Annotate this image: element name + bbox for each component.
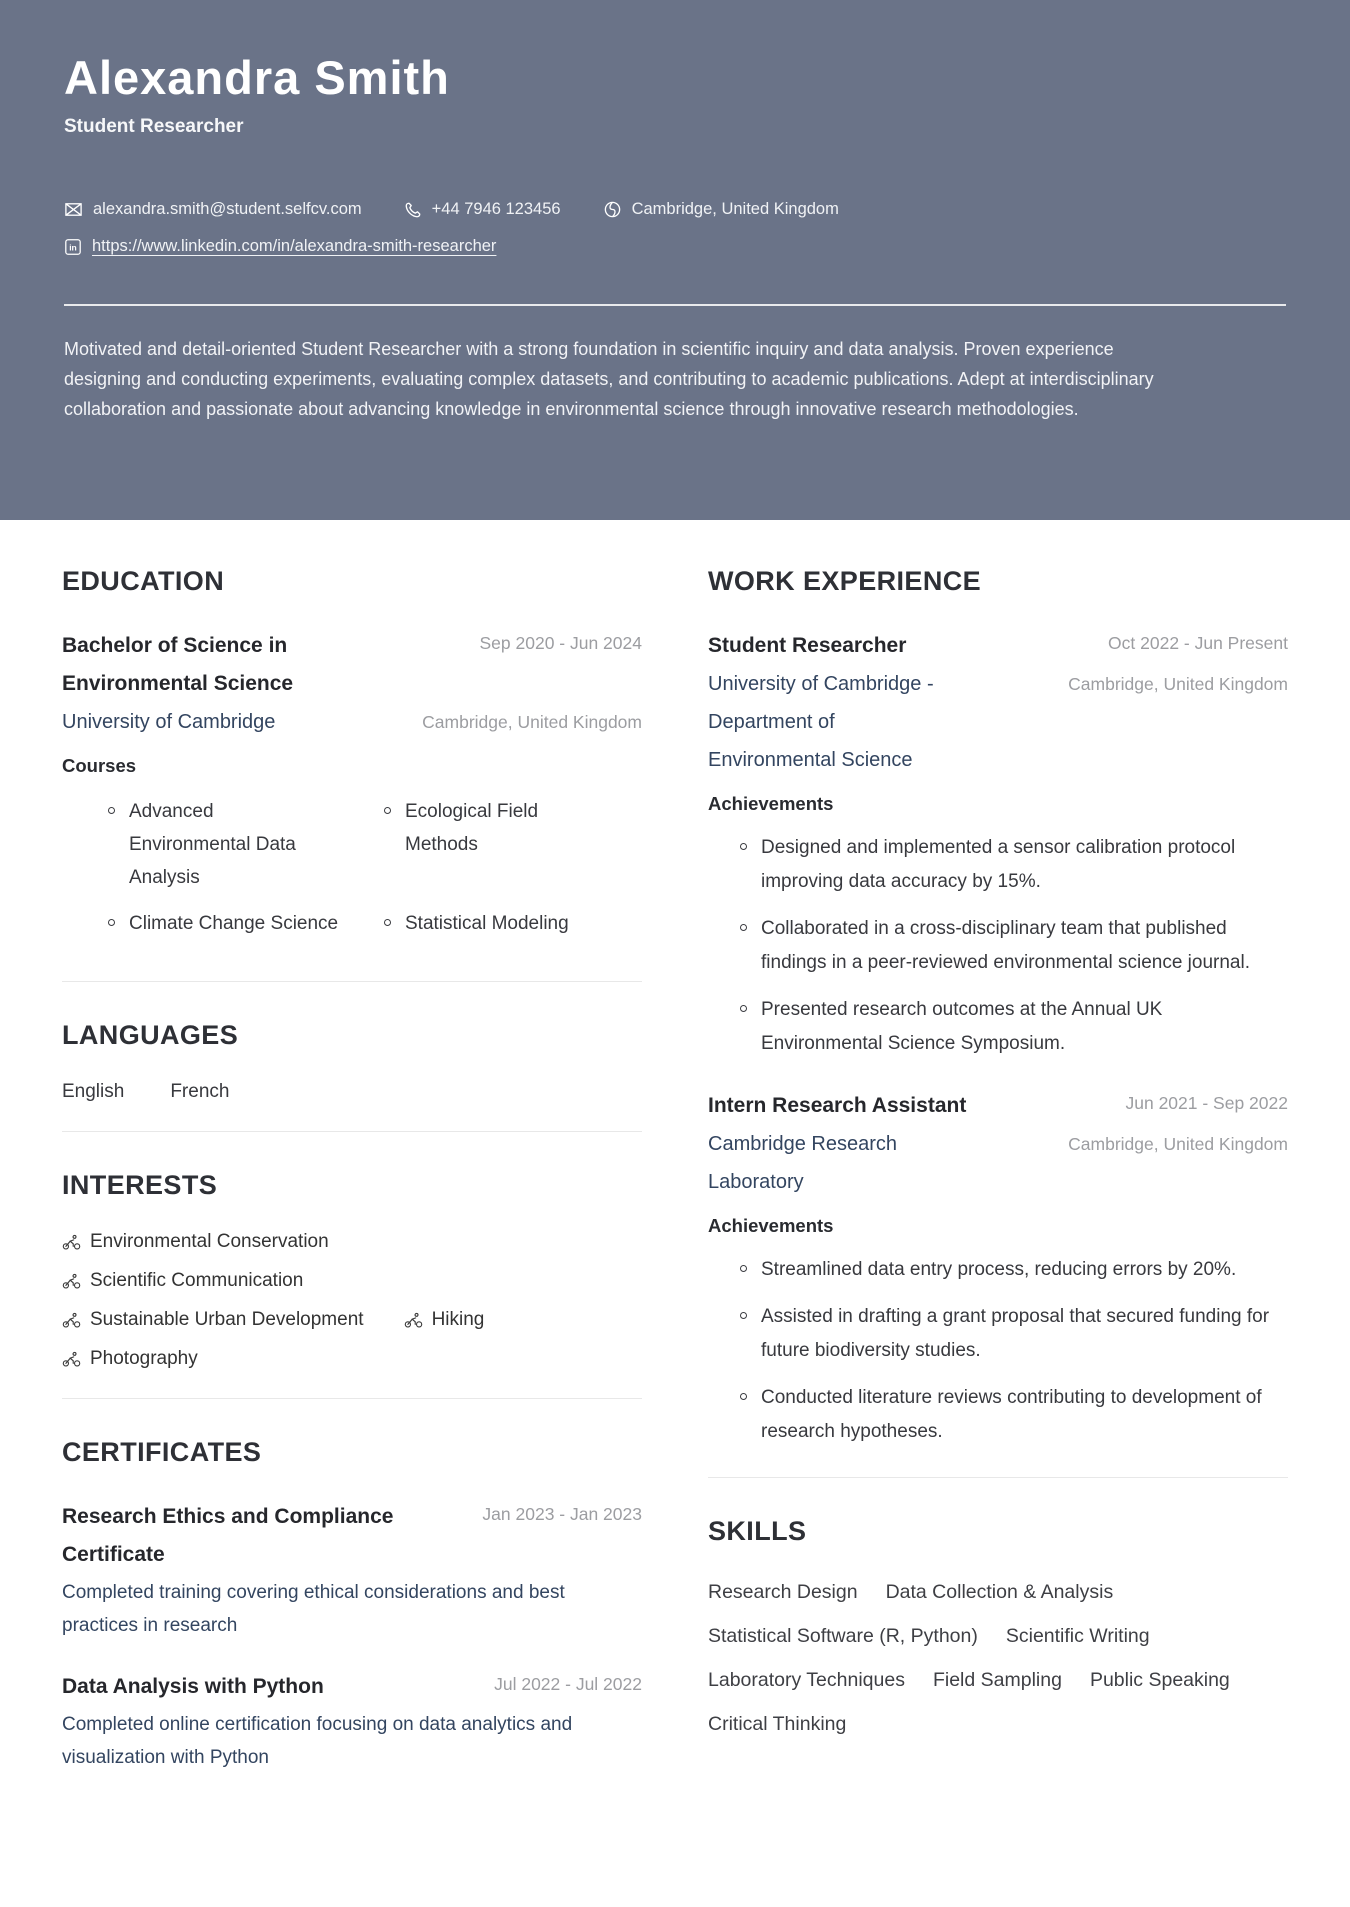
contact-location [603, 200, 839, 219]
person-job-title: Student Researcher [64, 116, 244, 138]
bullet-ring-icon [108, 919, 115, 926]
certificate-title: Research Ethics and Compliance Certificate [62, 1505, 394, 1567]
hobby-cyclist-icon [404, 1312, 423, 1329]
section-divider [62, 1398, 642, 1399]
certificate-description: Completed online certification focusing on data analytics and visualization with Python [62, 1714, 573, 1769]
interest-item [62, 1348, 198, 1370]
achievement-item [740, 831, 1288, 899]
skills-list [708, 1577, 1268, 1740]
achievement-item [740, 1253, 1288, 1287]
achievements-label: Achievements [708, 793, 834, 815]
job-title: Student Researcher [708, 634, 907, 658]
certificate-item [62, 1498, 642, 1642]
contact-row [64, 200, 1286, 219]
achievement-text: Designed and implemented a sensor calibration protocol improving data accuracy by 15%. [761, 837, 1236, 893]
course-item [108, 907, 366, 940]
person-name: Alexandra Smith [64, 51, 450, 104]
job-dates: Oct 2022 - Jun Present [1108, 633, 1288, 654]
achievements-list [708, 1253, 1288, 1449]
section-divider [708, 1477, 1288, 1478]
interest-text: Scientific Communication [90, 1270, 304, 1292]
left-column [62, 564, 642, 1800]
bullet-ring-icon [740, 1005, 747, 1012]
contact-linkedin [64, 237, 496, 256]
location-globe-icon [603, 200, 622, 219]
achievement-text: Collaborated in a cross-disciplinary team that published findings in a peer-reviewed environmental science journal. [761, 918, 1250, 974]
achievements-label: Achievements [708, 1215, 834, 1237]
achievement-item [740, 1381, 1288, 1449]
phone-icon [404, 201, 422, 219]
certificates-list [62, 1498, 642, 1774]
job-entry [708, 1087, 1288, 1449]
skill-item: Public Speaking [1089, 1669, 1230, 1692]
course-item [384, 795, 642, 894]
language-item: English [62, 1081, 125, 1103]
skills-heading: SKILLS [708, 1516, 807, 1547]
summary-text: Motivated and detail-oriented Student Researcher with a strong foundation in scientific inquiry and data analysis. Proven experience designing and conducting experiments, evaluating complex datasets, and contributing to academic publications. Adept at interdisciplinary collaboration and passionate about advancing knowledge in environmental science through innovative research methodologies. [64, 339, 1154, 420]
bullet-ring-icon [384, 919, 391, 926]
interests-heading: INTERESTS [62, 1170, 218, 1201]
skill-item: Laboratory Techniques [708, 1669, 905, 1692]
job-dates: Jun 2021 - Sep 2022 [1125, 1093, 1288, 1114]
bullet-ring-icon [740, 1265, 747, 1272]
contact-row-linkedin [64, 237, 1286, 256]
course-item [108, 795, 366, 894]
interests-list [62, 1231, 550, 1370]
course-text: Statistical Modeling [405, 913, 569, 935]
hobby-cyclist-icon [62, 1351, 81, 1368]
achievements-list [708, 831, 1288, 1061]
bullet-ring-icon [740, 843, 747, 850]
skill-item: Critical Thinking [708, 1713, 847, 1736]
degree-title: Bachelor of Science in Environmental Science [62, 634, 294, 696]
languages-heading: LANGUAGES [62, 1020, 239, 1051]
job-entry [708, 627, 1288, 1061]
certificate-header [62, 1498, 642, 1574]
right-column [708, 564, 1288, 1800]
certificate-item [62, 1668, 642, 1774]
course-text: Advanced Environmental Data Analysis [129, 801, 296, 889]
education-heading: EDUCATION [62, 566, 225, 596]
section-divider [62, 1131, 642, 1132]
skill-item: Statistical Software (R, Python) [708, 1625, 978, 1648]
bullet-ring-icon [384, 807, 391, 814]
courses-list [62, 795, 642, 953]
interest-text: Environmental Conservation [90, 1231, 329, 1253]
certificate-header [62, 1668, 642, 1706]
achievement-text: Presented research outcomes at the Annual UK Environmental Science Symposium. [761, 999, 1163, 1055]
certificate-dates: Jul 2022 - Jul 2022 [494, 1674, 642, 1695]
work-experience-heading: WORK EXPERIENCE [708, 566, 982, 596]
course-item [384, 907, 642, 940]
jobs-list [708, 627, 1288, 1449]
job-location: Cambridge, United Kingdom [1068, 674, 1288, 695]
contact-location-text: Cambridge, United Kingdom [631, 200, 839, 219]
courses-label: Courses [62, 755, 137, 777]
course-text: Climate Change Science [129, 913, 339, 935]
job-title: Intern Research Assistant [708, 1094, 967, 1118]
school-name: University of Cambridge [62, 711, 276, 734]
bullet-ring-icon [740, 924, 747, 931]
certificate-description: Completed training covering ethical considerations and best practices in research [62, 1582, 565, 1637]
contact-email [64, 200, 362, 219]
skill-item: Scientific Writing [1005, 1625, 1150, 1648]
bullet-ring-icon [108, 807, 115, 814]
contact-phone [404, 200, 561, 219]
resume-body [0, 520, 1350, 1800]
hobby-cyclist-icon [62, 1234, 81, 1251]
header-divider [64, 304, 1286, 306]
certificate-dates: Jan 2023 - Jan 2023 [482, 1504, 642, 1525]
course-text: Ecological Field Methods [405, 801, 539, 856]
certificate-title: Data Analysis with Python [62, 1675, 324, 1699]
skill-item: Data Collection & Analysis [885, 1581, 1114, 1604]
interest-item [62, 1270, 303, 1292]
job-header [708, 1087, 1288, 1201]
resume-header [0, 0, 1350, 520]
skill-item: Field Sampling [932, 1669, 1062, 1692]
linkedin-link[interactable]: https://www.linkedin.com/in/alexandra-smith-researcher [92, 237, 497, 256]
languages-list [62, 1081, 642, 1103]
interest-item [62, 1309, 364, 1331]
bullet-ring-icon [740, 1312, 747, 1319]
company-name: Cambridge Research Laboratory [708, 1133, 897, 1194]
interest-text: Hiking [431, 1309, 485, 1331]
achievement-item [740, 993, 1288, 1061]
language-item: French [170, 1081, 230, 1103]
achievement-text: Conducted literature reviews contributing to development of research hypotheses. [761, 1387, 1262, 1443]
achievement-item [740, 912, 1288, 980]
linkedin-icon [64, 238, 82, 256]
interest-text: Photography [90, 1348, 198, 1370]
contact-email-text: alexandra.smith@student.selfcv.com [93, 200, 362, 219]
achievement-item [740, 1300, 1288, 1368]
company-name: University of Cambridge - Department of Environmental Science [708, 673, 934, 772]
interest-item [62, 1231, 329, 1253]
hobby-cyclist-icon [62, 1312, 81, 1329]
interest-text: Sustainable Urban Development [90, 1309, 364, 1331]
job-location: Cambridge, United Kingdom [1068, 1134, 1288, 1155]
bullet-ring-icon [740, 1393, 747, 1400]
achievement-text: Assisted in drafting a grant proposal that secured funding for future biodiversity studies. [761, 1306, 1270, 1362]
certificates-heading: CERTIFICATES [62, 1437, 262, 1468]
education-dates: Sep 2020 - Jun 2024 [479, 633, 642, 654]
education-entry [62, 627, 642, 741]
achievement-text: Streamlined data entry process, reducing errors by 20%. [761, 1259, 1237, 1281]
job-header [708, 627, 1288, 779]
email-icon [64, 200, 83, 219]
section-divider [62, 981, 642, 982]
education-location: Cambridge, United Kingdom [422, 712, 642, 733]
contact-phone-text: +44 7946 123456 [431, 200, 561, 219]
hobby-cyclist-icon [62, 1273, 81, 1290]
interest-item [404, 1309, 485, 1331]
svg-text:in: in [69, 242, 77, 253]
skill-item: Research Design [708, 1581, 858, 1604]
